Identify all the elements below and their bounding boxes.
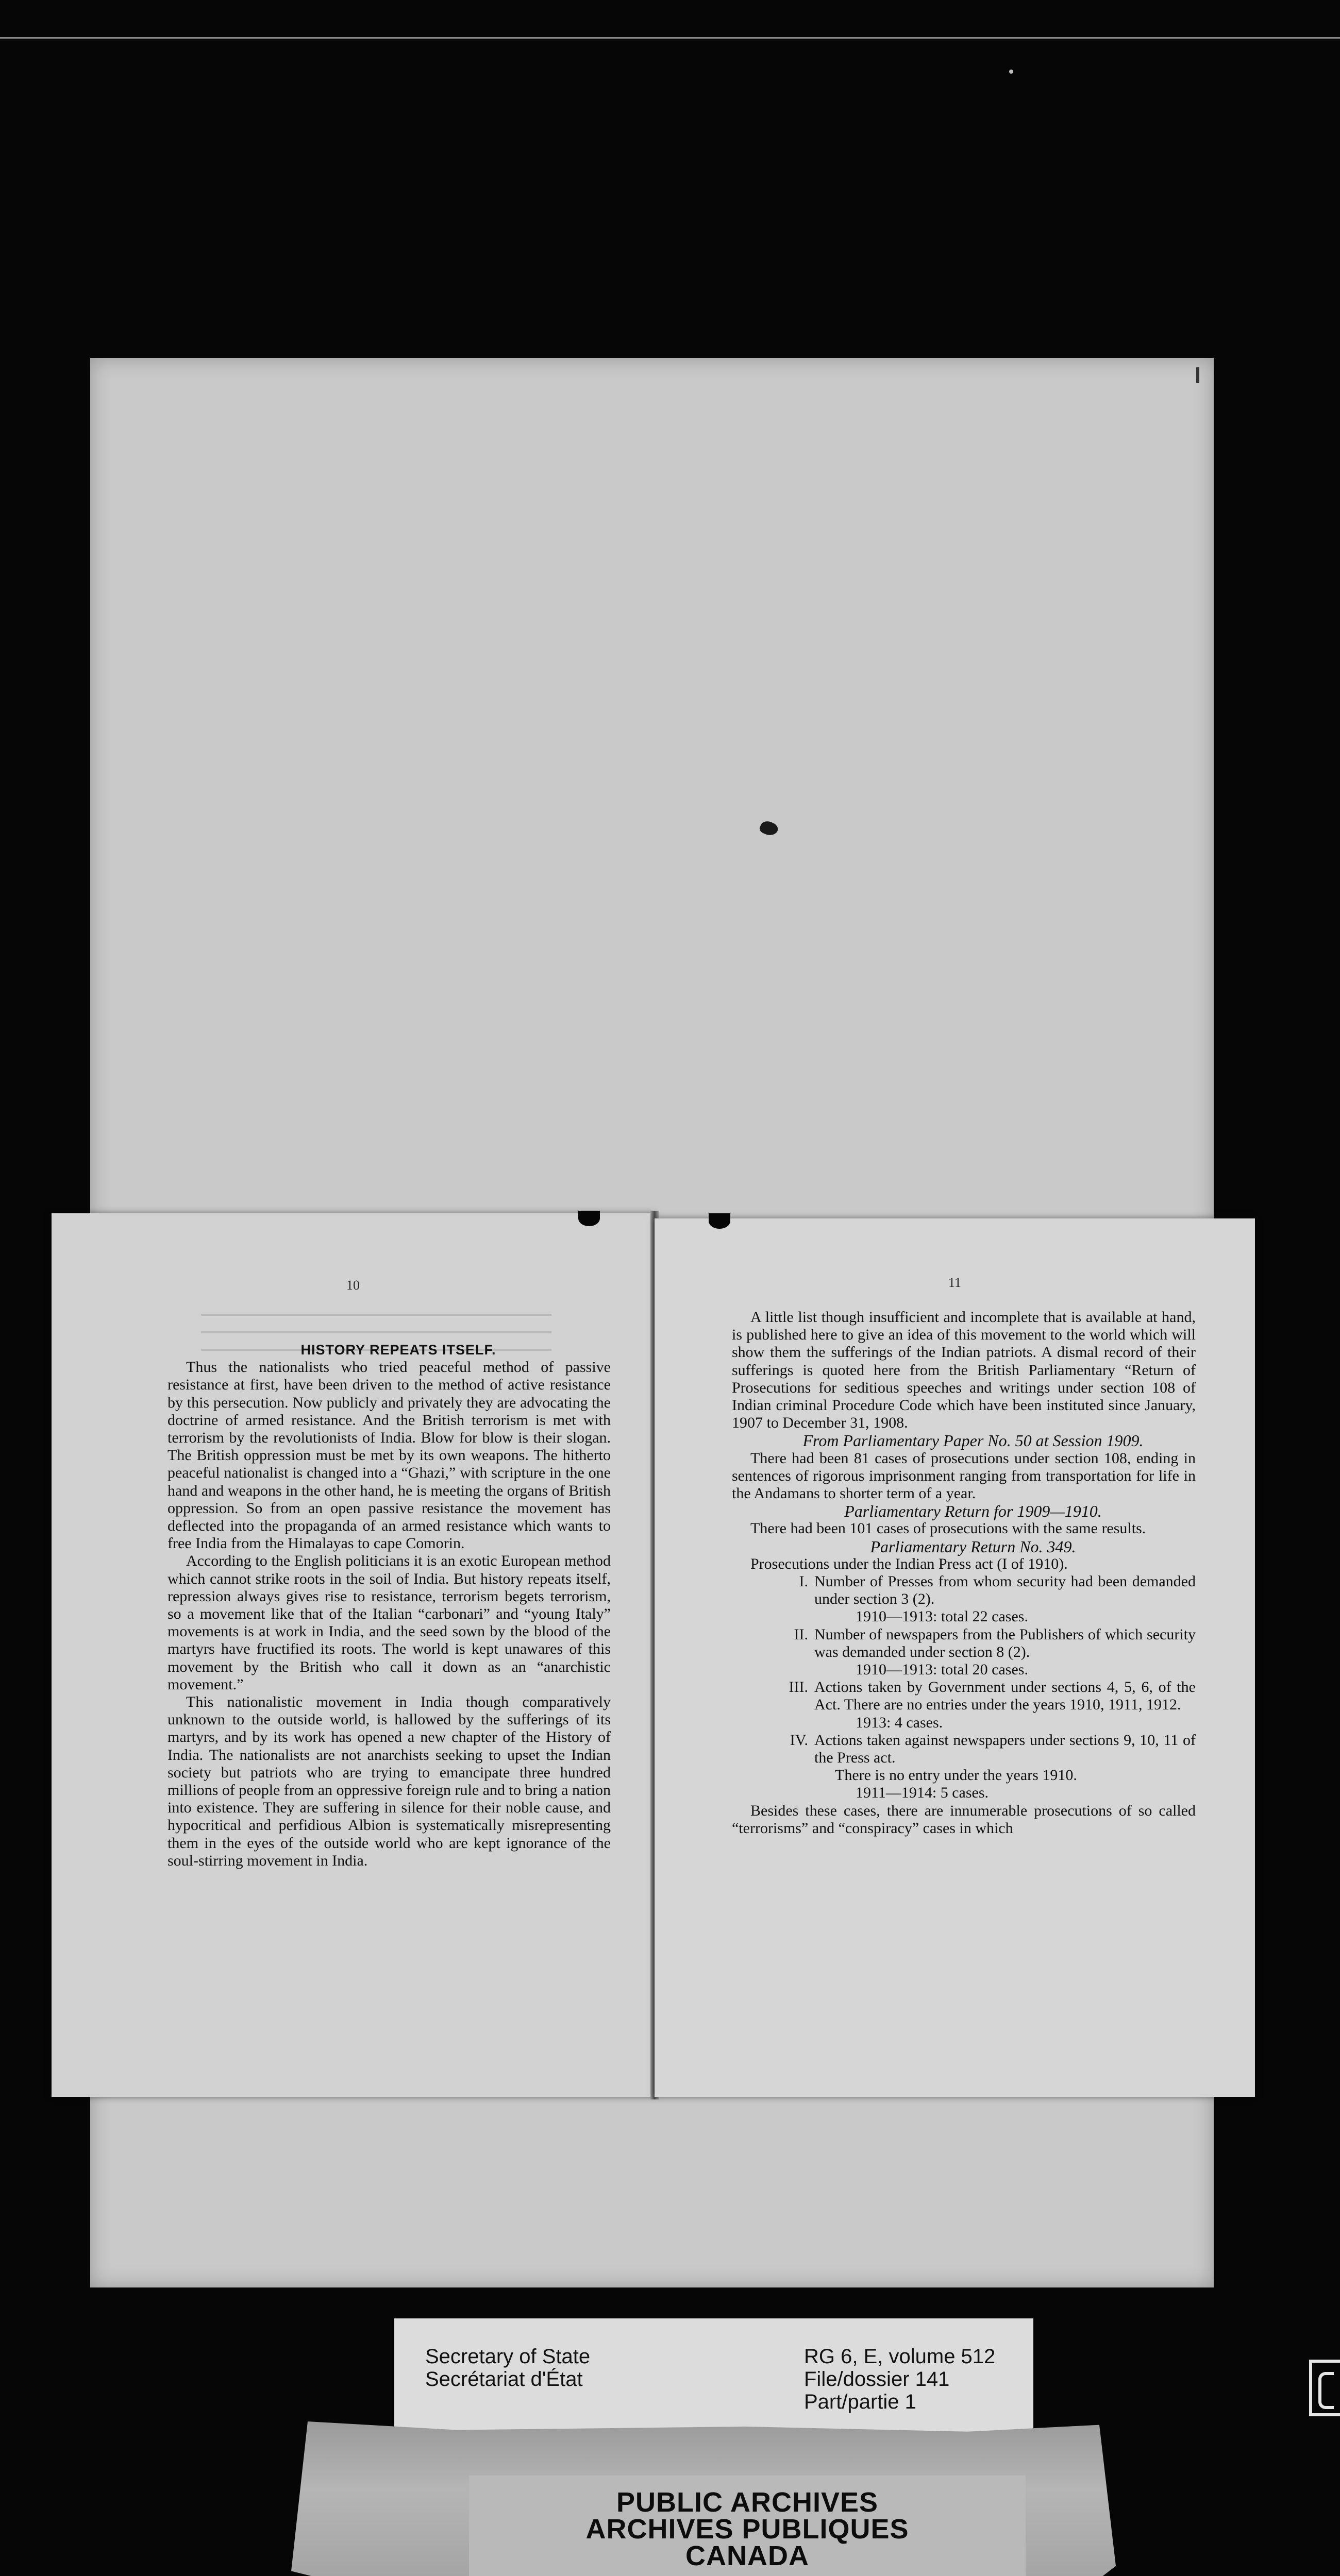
list-number: IV. — [790, 1731, 808, 1749]
file-number: File/dossier 141 — [804, 2368, 950, 2391]
list-subtotal: 1911—1914: 5 cases. — [856, 1784, 989, 1802]
prosecution-list — [732, 1573, 1196, 1802]
list-text: Actions taken by Government under sections 4, 5, 6, of the Act. There are no entries under the years 1910, 1911, 1912. — [814, 1679, 1196, 1714]
list-item — [732, 1573, 1196, 1626]
list-number: II. — [794, 1625, 808, 1643]
paragraph: According to the English politicians it is an exotic European method which cannot strike roots in the soil of India. But history repeats itself, repression always gives rise to resistance, terrorism begets terrorism, so a movement like that of the Italian “carbonari” and “young Italy” movements is at work in India, and the seed sown by the blood of the martyrs have fructified its roots. The world is kept unawares of this movement by the British who call it down as an “anarchistic movement.” — [167, 1552, 611, 1693]
part-number: Part/partie 1 — [804, 2391, 916, 2413]
corner-mark — [1196, 367, 1199, 383]
paragraph: Thus the nationalists who tried peaceful method of passive resistance at first, have been driven to the method of active resistance by this persecution. Now publicly and privately they are advocating the doctrine of armed resistance. And the British terrorism is met with terrorism by the revolutionists of India. Blow for blow is their slogan. The British oppression must be met by its own weapons. The hitherto peaceful nationalist is changed into a “Ghazi,” with scripture in the one hand and weapons in the other hand, he is meeting the organs of British oppression. So from an open passive resistance the movement has deflected into the propaganda of an armed resistance which wants to free India from the Himalayas to cape Comorin. — [167, 1359, 611, 1552]
paragraph: There had been 81 cases of prosecutions under section 108, ending in sentences of rigorous imprisonment ranging from transportation for life in the Andamans to shorter term of a year. — [732, 1449, 1196, 1502]
record-group-volume: RG 6, E, volume 512 — [804, 2345, 996, 2368]
list-subtotal: 1913: 4 cases. — [856, 1714, 943, 1731]
paragraph: A little list though insufficient and incomplete that is available at hand, is published here to give an idea of this movement to the world which will show them the sufferings of the Indian patriots. A dismal record of their sufferings is quoted here from the British Parliamentary “Return of Prosecutions for seditious speeches and writings under section 108 of Indian criminal Procedure Code which have been instituted since January, 1907 to December 31, 1908. — [732, 1309, 1196, 1432]
stamp-line: CANADA — [685, 2540, 809, 2571]
archives-stamp — [469, 2476, 1026, 2576]
punch-hole — [709, 1213, 730, 1229]
section-heading: HISTORY REPEATS ITSELF. — [300, 1342, 496, 1358]
list-subtotal: 1910—1913: total 22 cases. — [856, 1608, 1028, 1625]
list-text: Number of Presses from whom security had been demanded under section 3 (2). — [814, 1573, 1196, 1608]
list-number: III. — [789, 1679, 808, 1696]
scanner-edge-line — [0, 37, 1340, 39]
film-frame-marker — [1309, 2360, 1340, 2416]
booklet-page-left — [52, 1213, 655, 2097]
subsection-title: Parliamentary Return for 1909—1910. — [844, 1502, 1102, 1521]
department-french: Secrétariat d'État — [425, 2368, 583, 2391]
right-text-column — [732, 1309, 1196, 1837]
list-text: Actions taken against newspapers under sections 9, 10, 11 of the Press act. — [814, 1731, 1196, 1767]
left-text-column — [167, 1341, 611, 1870]
subsection-title: Parliamentary Return No. 349. — [870, 1537, 1076, 1556]
list-subtotal: 1910—1913: total 20 cases. — [856, 1661, 1028, 1679]
list-note: There is no entry under the years 1910. — [835, 1767, 1077, 1784]
department-english: Secretary of State — [425, 2345, 591, 2368]
subsection-title: From Parliamentary Paper No. 50 at Session 1909. — [802, 1431, 1144, 1450]
ink-blot — [758, 819, 780, 838]
punch-hole — [578, 1211, 600, 1226]
list-item — [732, 1679, 1196, 1732]
list-item — [732, 1732, 1196, 1802]
list-number: I. — [799, 1573, 808, 1590]
list-text: Number of newspapers from the Publishers of which security was demanded under section 8 (2). — [814, 1625, 1196, 1660]
paragraph: Prosecutions under the Indian Press act (I of 1910). — [750, 1555, 1068, 1572]
booklet-page-right — [655, 1218, 1255, 2097]
page-number: 11 — [948, 1275, 962, 1290]
page-number: 10 — [346, 1278, 360, 1293]
paragraph: This nationalistic movement in India though comparatively unknown to the outside world, is hallowed by the sufferings of its martyrs, and by its work has opened a new chapter of the History of India. The nationalists are not anarchists seeking to upset the Indian society but patriots who are trying to emancipate three hundred millions of people from an oppressive foreign rule and to bring a nation into existence. They are suffering in silence for their noble cause, and hypocritical and perfidious Albion is systematically misrepresenting them in the eyes of the outside world who are kept ignorance of the soul-stirring movement in India. — [167, 1693, 611, 1869]
dust-speck — [1009, 70, 1013, 74]
list-item — [732, 1626, 1196, 1679]
stamp-line: ARCHIVES PUBLIQUES — [585, 2514, 909, 2545]
paragraph: There had been 101 cases of prosecutions with the same results. — [750, 1520, 1146, 1537]
stamp-line: PUBLIC ARCHIVES — [616, 2487, 879, 2518]
paragraph: Besides these cases, there are innumerable prosecutions of so called “terrorisms” and “conspiracy” cases in which — [732, 1802, 1196, 1837]
